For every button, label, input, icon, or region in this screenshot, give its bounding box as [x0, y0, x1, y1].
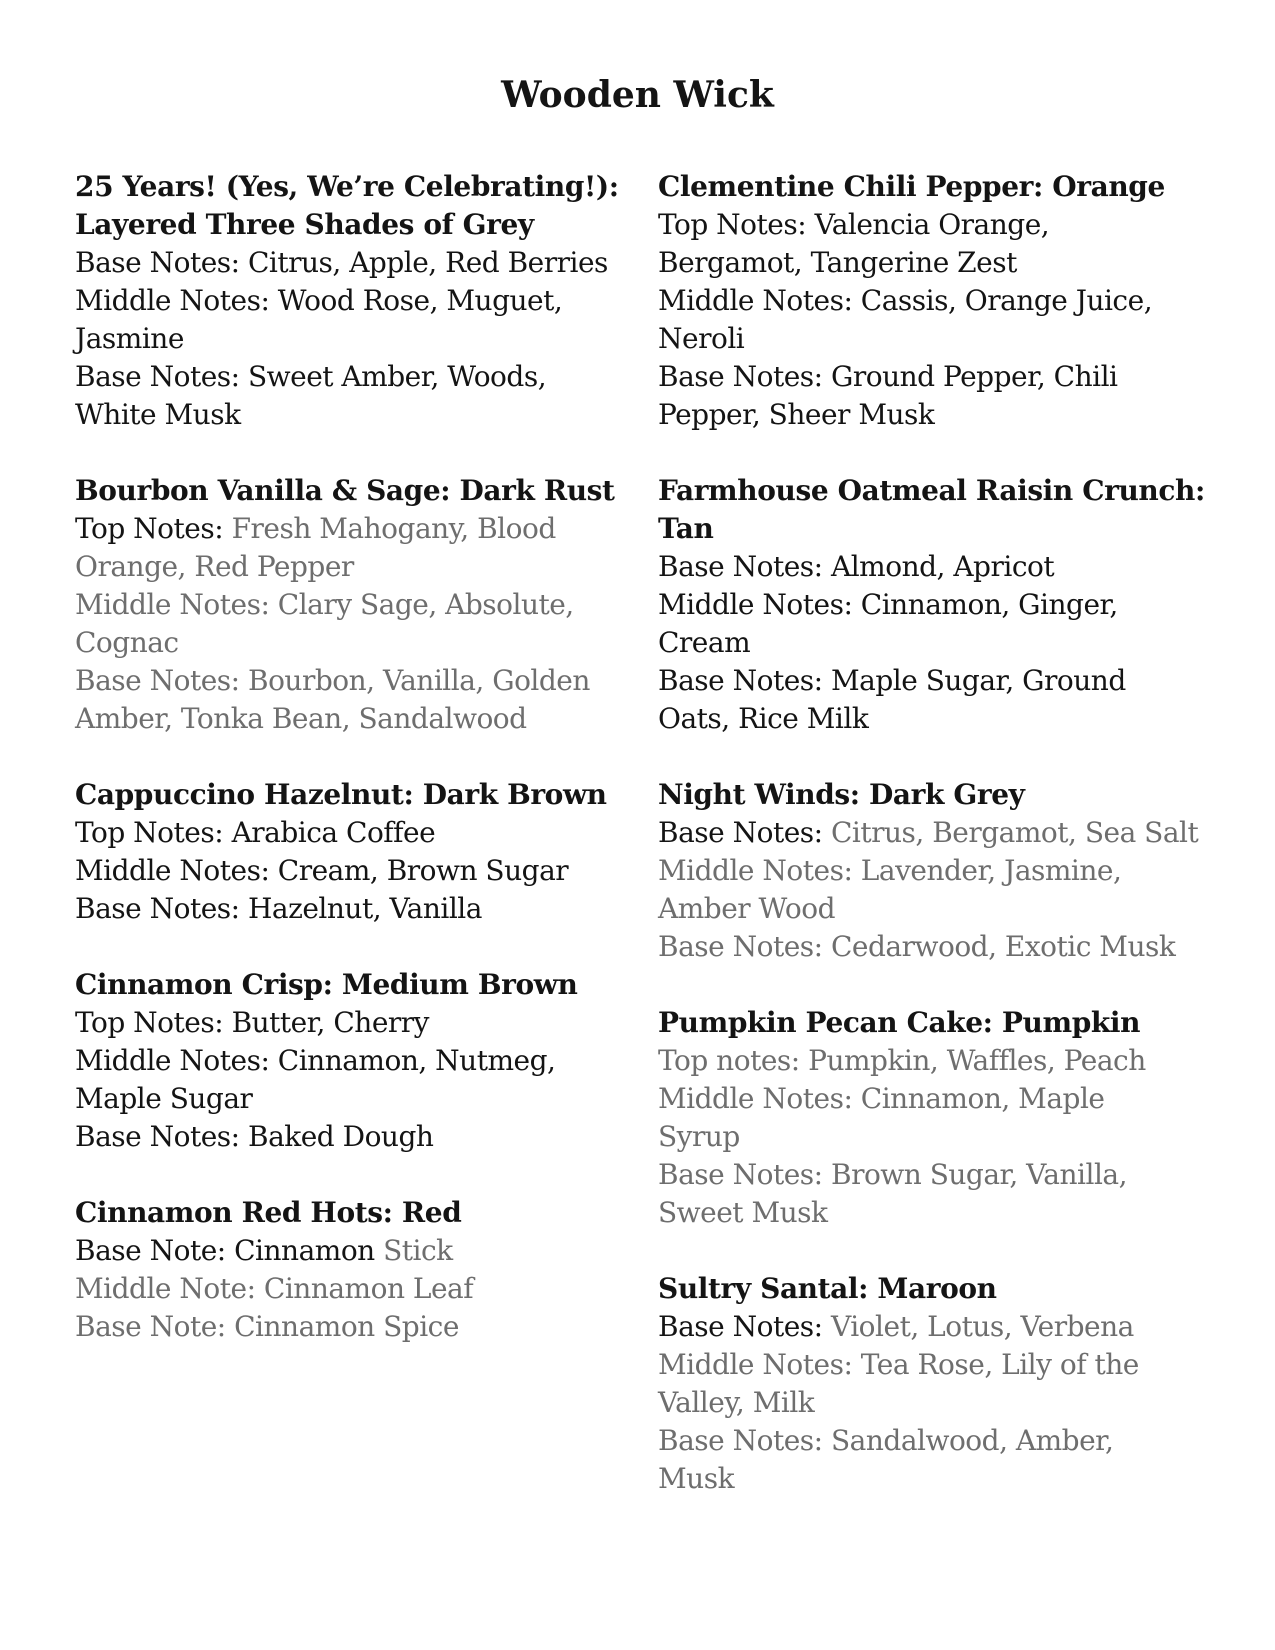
note-line: Base Notes: Cedarwood, Exotic Musk [658, 930, 1176, 963]
scent-title: Farmhouse Oatmeal Raisin Crunch: [658, 474, 1205, 507]
scent-title: Layered Three Shades of Grey [75, 208, 534, 241]
note-line: Base Notes: Citrus, Bergamot, Sea Salt [658, 816, 1199, 849]
note-line: Top notes: Pumpkin, Waffles, Peach [658, 1044, 1146, 1077]
note-line: Cream [658, 626, 751, 659]
note-line: Middle Notes: Cream, Brown Sugar [75, 854, 569, 887]
note-line: Middle Notes: Cinnamon, Ginger, [658, 588, 1118, 621]
left-column [75, 168, 623, 1384]
right-column [658, 168, 1218, 1536]
scent-entry [658, 1270, 1218, 1498]
note-line: Valley, Milk [658, 1386, 815, 1419]
scent-title: Cinnamon Red Hots: Red [75, 1196, 462, 1229]
note-line: Base Notes: Sweet Amber, Woods, [75, 360, 547, 393]
note-line: Base Note: Cinnamon Spice [75, 1310, 459, 1343]
note-line: Oats, Rice Milk [658, 702, 869, 735]
note-line: Base Notes: Ground Pepper, Chili [658, 360, 1118, 393]
note-line: Middle Note: Cinnamon Leaf [75, 1272, 474, 1305]
scent-entry [658, 472, 1218, 738]
note-line: Middle Notes: Wood Rose, Muguet, [75, 284, 563, 317]
scent-entry [658, 168, 1218, 434]
note-line: Top Notes: Fresh Mahogany, Blood [75, 512, 556, 545]
scent-title: Cinnamon Crisp: Medium Brown [75, 968, 578, 1001]
note-line: Jasmine [75, 322, 184, 355]
note-line: Top Notes: Arabica Coffee [75, 816, 436, 849]
note-line: Base Notes: Sandalwood, Amber, [658, 1424, 1114, 1457]
note-line: Base Note: Cinnamon Stick [75, 1234, 453, 1267]
note-line: Base Notes: Brown Sugar, Vanilla, [658, 1158, 1127, 1191]
note-line: Amber Wood [658, 892, 836, 925]
note-line: Neroli [658, 322, 745, 355]
note-line: Cognac [75, 626, 179, 659]
note-line: Orange, Red Pepper [75, 550, 354, 583]
note-line: Middle Notes: Clary Sage, Absolute, [75, 588, 574, 621]
scent-title: Sultry Santal: Maroon [658, 1272, 997, 1305]
note-line: Maple Sugar [75, 1082, 253, 1115]
note-line: Base Notes: Citrus, Apple, Red Berries [75, 246, 608, 279]
scent-entry [75, 472, 623, 738]
note-line: Base Notes: Bourbon, Vanilla, Golden [75, 664, 590, 697]
scent-entry [75, 1194, 623, 1346]
note-line: Pepper, Sheer Musk [658, 398, 935, 431]
scent-entry [75, 168, 623, 434]
scent-entry [658, 1004, 1218, 1232]
note-line: Base Notes: Almond, Apricot [658, 550, 1055, 583]
note-line: Middle Notes: Lavender, Jasmine, [658, 854, 1122, 887]
note-line: Base Notes: Maple Sugar, Ground [658, 664, 1126, 697]
scent-entry [75, 966, 623, 1156]
note-line: Amber, Tonka Bean, Sandalwood [75, 702, 527, 735]
page-title: Wooden Wick [501, 74, 774, 116]
note-line: Top Notes: Butter, Cherry [75, 1006, 429, 1039]
scent-title: Tan [658, 512, 714, 545]
scent-title: Cappuccino Hazelnut: Dark Brown [75, 778, 607, 811]
note-line: Base Notes: Violet, Lotus, Verbena [658, 1310, 1134, 1343]
scent-title: 25 Years! (Yes, We’re Celebrating!): [75, 170, 619, 203]
note-line: Middle Notes: Cinnamon, Maple [658, 1082, 1105, 1115]
note-line: Top Notes: Valencia Orange, [658, 208, 1050, 241]
note-line: Musk [658, 1462, 735, 1495]
scent-entry [75, 776, 623, 928]
note-line: White Musk [75, 398, 241, 431]
note-line: Middle Notes: Cinnamon, Nutmeg, [75, 1044, 556, 1077]
note-line: Bergamot, Tangerine Zest [658, 246, 1017, 279]
note-line: Base Notes: Baked Dough [75, 1120, 434, 1153]
note-line: Sweet Musk [658, 1196, 828, 1229]
note-line: Syrup [658, 1120, 740, 1153]
note-line: Middle Notes: Cassis, Orange Juice, [658, 284, 1153, 317]
scent-title: Night Winds: Dark Grey [658, 778, 1025, 811]
scent-entry [658, 776, 1218, 966]
scent-title: Bourbon Vanilla & Sage: Dark Rust [75, 474, 615, 507]
note-line: Middle Notes: Tea Rose, Lily of the [658, 1348, 1139, 1381]
scent-title: Pumpkin Pecan Cake: Pumpkin [658, 1006, 1141, 1039]
scent-title: Clementine Chili Pepper: Orange [658, 170, 1165, 203]
note-line: Base Notes: Hazelnut, Vanilla [75, 892, 482, 925]
